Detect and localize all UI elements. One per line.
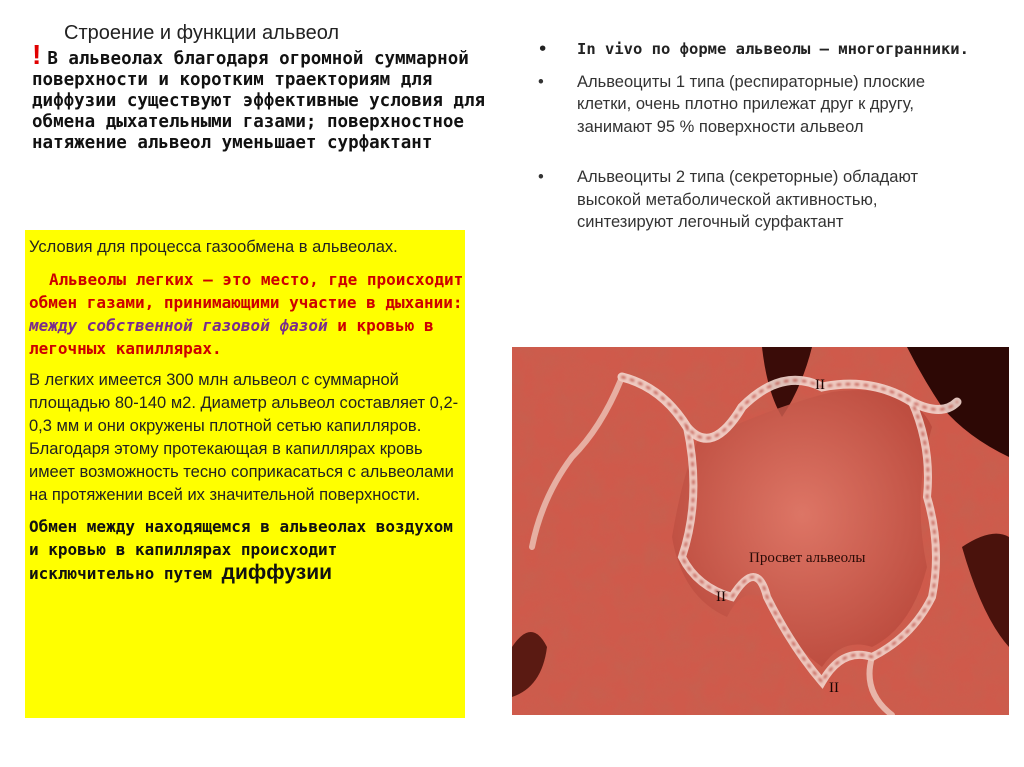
bullet-item (538, 38, 978, 61)
exclamation-mark: ! (32, 39, 42, 70)
conclusion-text: Обмен между находящемся в альвеолах воздухом и кровью в капиллярах происходит исключительно путем (29, 517, 453, 583)
slide-title: Строение и функции альвеол (64, 22, 340, 44)
highlight-box (25, 230, 465, 718)
box-definition (29, 268, 465, 360)
lead-text: В альвеолах благодаря огромной суммарной поверхности и коротким траекториям для диффузии существуют эффективные условия для обмена дыхательными газами; поверхностное натяжение альвеол уменьшает сурфактант (32, 49, 486, 153)
bullet-dot: • (538, 168, 544, 186)
bullet-text: In vivo по форме альвеолы – многогранники. (577, 40, 969, 58)
type2-marker: II (716, 589, 726, 605)
box-facts: В легких имеется 300 млн альвеол с суммарной площадью 80-140 м2. Диаметр альвеол составляет 0,2-0,3 мм и они окружены плотной сетью капилляров. Благодаря этому протекающая в капиллярах кровь имеет возможность тесно соприкасаться с альвеолами на протяжении всей их значительной поверхности. (29, 371, 459, 504)
box-intro: Условия для процесса газообмена в альвеолах. (29, 238, 398, 256)
definition-text: Альвеолы легких – это место, где происходит обмен газами, принимающими участие в дыхании: (29, 270, 464, 312)
bullet-text: Альвеоциты 2 типа (секреторные) обладают высокой метаболической активностью, синтезируют легочный сурфактант (577, 168, 919, 231)
conclusion-keyword: диффузии (221, 561, 333, 584)
definition-end: и кровью в легочных капиллярах. (29, 316, 434, 358)
type2-marker: II (815, 377, 825, 393)
bullet-text: Альвеоциты 1 типа (респираторные) плоские клетки, очень плотно прилежат друг к другу, занимают 95 % поверхности альвеол (577, 72, 926, 136)
box-conclusion (29, 515, 465, 585)
bullet-list (538, 38, 978, 234)
bullet-dot: • (538, 72, 544, 91)
definition-emphasis: между собственной газовой фазой (29, 316, 328, 335)
bullet-item (538, 166, 978, 234)
bullet-item (538, 71, 978, 139)
bullet-dot: • (538, 40, 548, 58)
alveolus-micrograph (512, 347, 1009, 715)
lumen-label: Просвет альвеолы (749, 550, 866, 566)
type2-marker: II (829, 680, 839, 696)
lead-statement (32, 39, 502, 154)
